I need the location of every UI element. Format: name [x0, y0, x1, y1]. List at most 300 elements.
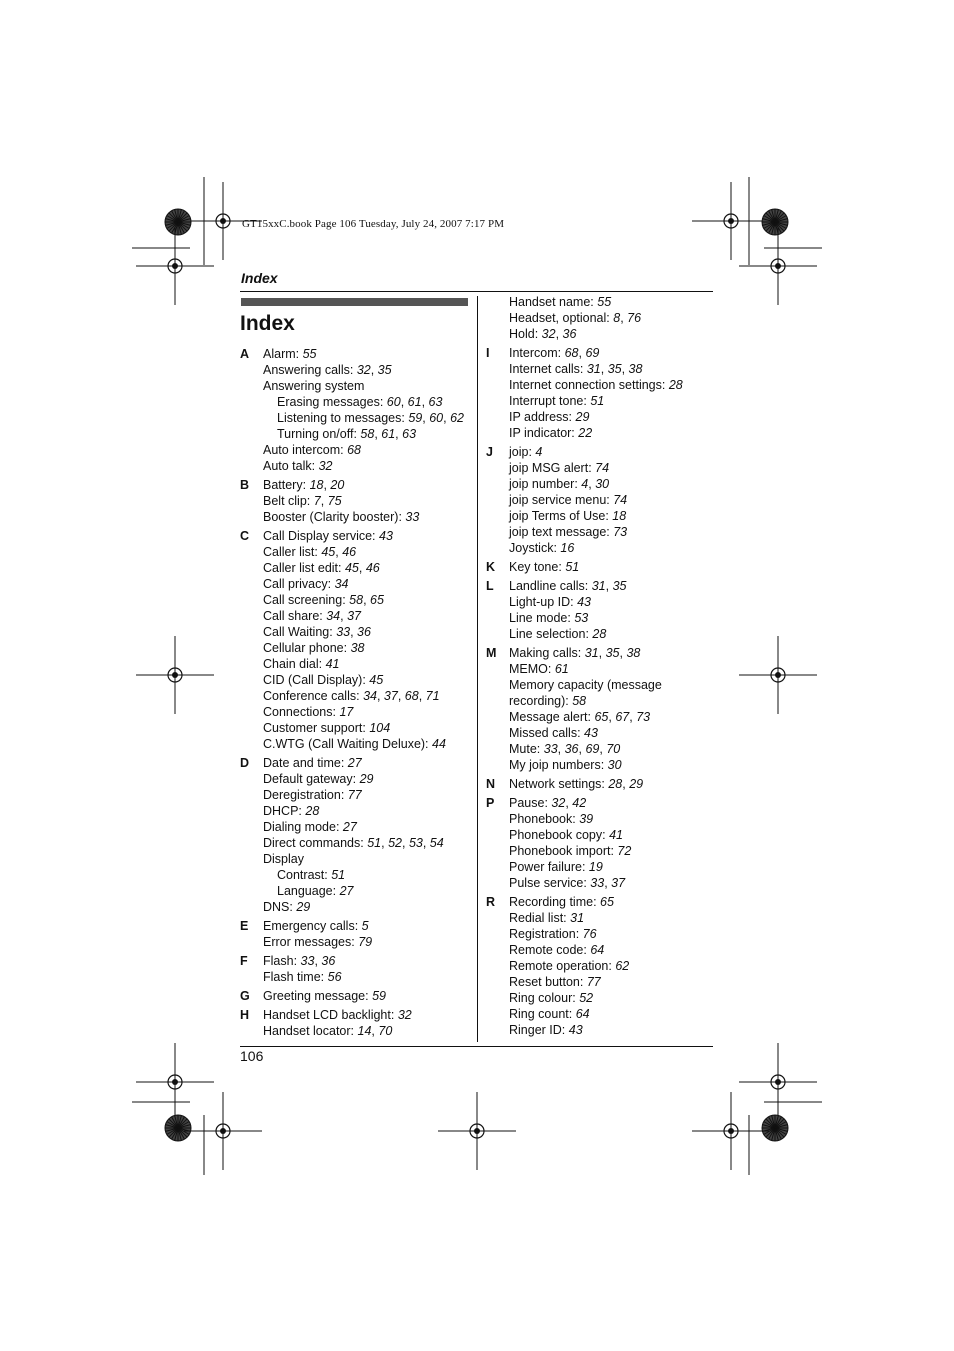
page-reference[interactable]: 64: [590, 943, 605, 957]
index-entry: [240, 867, 475, 883]
page-reference[interactable]: 61: [381, 427, 396, 441]
index-entry: [486, 559, 712, 575]
index-entry: [240, 934, 475, 950]
index-entry: [486, 827, 712, 843]
index-entry: Call screening: 58, 65: [263, 593, 384, 607]
column-divider: [477, 296, 478, 1042]
page-reference[interactable]: 38: [628, 362, 643, 376]
index-entry-term: Redial list:: [509, 911, 567, 925]
index-entry-term: Missed calls:: [509, 726, 581, 740]
page-reference[interactable]: 76: [582, 927, 597, 941]
index-entry: [486, 294, 712, 310]
index-entry-term: joip text message:: [509, 525, 610, 539]
page-reference[interactable]: 28: [668, 378, 683, 392]
index-entry: [486, 843, 712, 859]
page-reference[interactable]: 79: [358, 935, 373, 949]
index-entry-term: Listening to messages:: [277, 411, 405, 425]
index-entry-term: Making calls:: [509, 646, 582, 660]
index-entry-term: CID (Call Display):: [263, 673, 366, 687]
page-reference[interactable]: 33: [300, 954, 315, 968]
index-entry-term: Error messages:: [263, 935, 355, 949]
index-letter: I: [486, 346, 490, 360]
index-entry-term: Pulse service:: [509, 876, 587, 890]
page-reference[interactable]: 63: [428, 395, 443, 409]
index-entry-term: Answering system: [263, 379, 365, 393]
index-letter: A: [240, 347, 250, 361]
page-reference[interactable]: 36: [357, 625, 371, 639]
page-reference[interactable]: 32: [541, 327, 556, 341]
page-reference[interactable]: 4: [581, 477, 589, 491]
page-reference[interactable]: 29: [575, 410, 590, 424]
index-entry: [486, 393, 712, 409]
page-reference[interactable]: 33: [543, 742, 558, 756]
page-reference[interactable]: 51: [590, 394, 605, 408]
page-reference[interactable]: 63: [402, 427, 417, 441]
index-entry-term: joip MSG alert:: [509, 461, 592, 475]
page-reference[interactable]: 69: [585, 742, 600, 756]
page-reference[interactable]: 70: [378, 1024, 393, 1038]
index-entry-term: Key tone:: [509, 560, 562, 574]
index-entry: [486, 492, 712, 508]
index-entry-term: Internet connection settings:: [509, 378, 666, 392]
index-entry: [240, 787, 475, 803]
index-left-column: [240, 346, 475, 1042]
index-entry-term: Display: [263, 852, 304, 866]
index-entry: [240, 640, 475, 656]
index-entry: Belt clip: 7, 75: [263, 494, 342, 508]
page-reference[interactable]: 22: [578, 426, 593, 440]
page-reference[interactable]: 76: [627, 311, 642, 325]
index-letter: D: [240, 756, 250, 770]
index-letter: G: [240, 989, 250, 1003]
index-entry-term: Light-up ID:: [509, 595, 574, 609]
page-reference[interactable]: 35: [612, 579, 627, 593]
page-reference[interactable]: 28: [305, 804, 320, 818]
page-reference[interactable]: 45: [321, 545, 336, 559]
page-reference[interactable]: 69: [585, 346, 600, 360]
index-entry: Pulse service: 33, 37: [509, 876, 626, 890]
index-entry-term: Flash time:: [263, 970, 325, 984]
index-entry: [486, 524, 712, 540]
page-reference[interactable]: 29: [629, 777, 644, 791]
index-entry-term: Remote operation:: [509, 959, 612, 973]
index-entry-term: Emergency calls:: [263, 919, 359, 933]
page-reference[interactable]: 38: [350, 641, 365, 655]
page-reference[interactable]: 35: [607, 362, 622, 376]
index-entry: Flash: 33, 36: [263, 954, 336, 968]
page-reference[interactable]: 27: [339, 884, 354, 898]
page-reference[interactable]: 31: [591, 579, 606, 593]
index-entry-term: IP address:: [509, 410, 573, 424]
page-reference[interactable]: 37: [347, 609, 361, 623]
index-letter: H: [240, 1008, 250, 1022]
index-entry-term: Memory capacity (message: [509, 678, 662, 692]
page-reference[interactable]: 68: [564, 346, 579, 360]
index-entry: [240, 704, 475, 720]
page-reference[interactable]: 52: [579, 991, 594, 1005]
index-entry: Battery: 18, 20: [263, 478, 345, 492]
page-reference[interactable]: 34: [334, 577, 349, 591]
index-entry-term: Caller list edit:: [263, 561, 342, 575]
index-entry: [486, 1006, 712, 1022]
index-entry: Handset locator: 14, 70: [263, 1024, 393, 1038]
index-entry: [486, 757, 712, 773]
page-reference[interactable]: 61: [554, 662, 569, 676]
index-entry-term: Answering calls:: [263, 363, 354, 377]
page-reference[interactable]: 74: [595, 461, 610, 475]
page-reference[interactable]: 32: [551, 796, 566, 810]
index-entry: Call Waiting: 33, 36: [263, 625, 371, 639]
index-entry: [240, 458, 475, 474]
page-reference[interactable]: 38: [626, 646, 641, 660]
index-entry: [240, 851, 475, 867]
page-reference[interactable]: 34: [363, 689, 377, 703]
page-reference[interactable]: 73: [636, 710, 651, 724]
page-reference[interactable]: 43: [577, 595, 592, 609]
index-entry: [486, 540, 712, 556]
index-entry-term: Erasing messages:: [277, 395, 384, 409]
header-rule: [240, 291, 713, 292]
index-entry: [240, 509, 475, 525]
page-reference[interactable]: 37: [383, 689, 398, 703]
index-group: [486, 559, 712, 575]
index-entry: [486, 1022, 712, 1038]
index-entry: [240, 988, 475, 1004]
page-reference[interactable]: 31: [570, 911, 585, 925]
page-reference[interactable]: 32: [356, 363, 371, 377]
index-entry-term: Headset, optional:: [509, 311, 610, 325]
index-entry: [486, 811, 712, 827]
page-reference[interactable]: 41: [325, 657, 340, 671]
index-entry: [486, 894, 712, 910]
index-entry-term: Call Waiting:: [263, 625, 333, 639]
index-entry: [486, 859, 712, 875]
index-entry: [486, 693, 712, 709]
index-entry: [486, 677, 712, 693]
index-entry-term: Chain dial:: [263, 657, 323, 671]
index-group: [240, 528, 475, 752]
index-entry: [240, 883, 475, 899]
page-reference[interactable]: 42: [572, 796, 587, 810]
index-entry: [240, 720, 475, 736]
index-entry: [486, 444, 712, 460]
index-entry: [240, 771, 475, 787]
page-reference[interactable]: 32: [397, 1008, 412, 1022]
index-entry: [486, 725, 712, 741]
index-entry: [486, 974, 712, 990]
page-reference[interactable]: 55: [302, 347, 317, 361]
index-entry: Network settings: 28, 29: [509, 777, 644, 791]
index-group: [240, 477, 475, 525]
index-letter: C: [240, 529, 250, 543]
page-reference[interactable]: 64: [575, 1007, 590, 1021]
index-group: [486, 578, 712, 642]
index-letter: R: [486, 895, 496, 909]
index-letter: M: [486, 646, 497, 660]
index-entry-term: Landline calls:: [509, 579, 589, 593]
title-bar: [241, 298, 468, 306]
index-entry: Caller list edit: 45, 46: [263, 561, 380, 575]
index-entry-term: Battery:: [263, 478, 307, 492]
page-reference[interactable]: 14: [357, 1024, 372, 1038]
index-entry-term: DHCP:: [263, 804, 302, 818]
page-reference[interactable]: 62: [615, 959, 630, 973]
page-reference[interactable]: 45: [369, 673, 384, 687]
page-reference[interactable]: 77: [347, 788, 362, 802]
index-group: [486, 795, 712, 891]
index-entry: [486, 661, 712, 677]
index-entry-term: Pause:: [509, 796, 548, 810]
index-entry-term: Greeting message:: [263, 989, 369, 1003]
page-reference[interactable]: 60: [429, 411, 444, 425]
page-reference[interactable]: 104: [369, 721, 391, 735]
index-entry: Hold: 32, 36: [509, 327, 577, 341]
footer-rule: [240, 1046, 713, 1047]
page-reference[interactable]: 31: [586, 362, 601, 376]
index-letter: E: [240, 919, 249, 933]
index-entry-term: Phonebook copy:: [509, 828, 606, 842]
index-entry: Turning on/off: 58, 61, 63: [277, 427, 417, 441]
page-reference[interactable]: 59: [408, 411, 423, 425]
page-reference[interactable]: 58: [349, 593, 364, 607]
index-entry-term: recording):: [509, 694, 569, 708]
index-entry-term: Direct commands:: [263, 836, 364, 850]
index-entry: [240, 803, 475, 819]
index-entry: Pause: 32, 42: [509, 796, 587, 810]
page-reference[interactable]: 62: [450, 411, 464, 425]
index-group: [486, 645, 712, 773]
page-reference[interactable]: 31: [584, 646, 599, 660]
index-entry-term: Customer support:: [263, 721, 366, 735]
index-letter: K: [486, 560, 496, 574]
index-entry: Conference calls: 34, 37, 68, 71: [263, 689, 440, 703]
index-entry-term: joip:: [509, 445, 532, 459]
index-entry-term: Turning on/off:: [277, 427, 357, 441]
index-entry-term: Booster (Clarity booster):: [263, 510, 402, 524]
page-reference[interactable]: 55: [597, 295, 612, 309]
index-entry: [240, 736, 475, 752]
page-reference[interactable]: 43: [584, 726, 598, 740]
page-reference[interactable]: 46: [342, 545, 357, 559]
index-entry-term: Default gateway:: [263, 772, 357, 786]
index-right-column: [486, 294, 712, 1041]
index-entry: [486, 425, 712, 441]
index-entry: [486, 626, 712, 642]
index-group: [486, 776, 712, 792]
index-letter: B: [240, 478, 250, 492]
page-reference[interactable]: 51: [565, 560, 580, 574]
page-reference[interactable]: 37: [611, 876, 626, 890]
index-entry-term: Line selection:: [509, 627, 589, 641]
page-reference[interactable]: 77: [586, 975, 601, 989]
page-reference[interactable]: 56: [327, 970, 342, 984]
page-reference[interactable]: 33: [336, 625, 351, 639]
page-reference[interactable]: 70: [606, 742, 621, 756]
page-reference[interactable]: 51: [367, 836, 382, 850]
page-reference[interactable]: 28: [608, 777, 623, 791]
page-reference[interactable]: 27: [342, 820, 357, 834]
index-entry-term: joip Terms of Use:: [509, 509, 609, 523]
page-reference[interactable]: 65: [600, 895, 614, 909]
index-entry: [240, 672, 475, 688]
index-entry-term: Handset LCD backlight:: [263, 1008, 395, 1022]
index-entry-term: Contrast:: [277, 868, 328, 882]
index-group: [486, 894, 712, 1038]
page-reference[interactable]: 68: [404, 689, 419, 703]
index-entry: [486, 460, 712, 476]
page-reference[interactable]: 18: [309, 478, 324, 492]
page-reference[interactable]: 46: [365, 561, 380, 575]
page-reference[interactable]: 33: [405, 510, 420, 524]
page-reference[interactable]: 52: [388, 836, 402, 850]
index-entry-term: Hold:: [509, 327, 539, 341]
index-entry-term: joip number:: [509, 477, 578, 491]
page-reference[interactable]: 33: [590, 876, 605, 890]
index-entry: [486, 910, 712, 926]
index-entry-term: Call Display service:: [263, 529, 376, 543]
index-entry: [486, 377, 712, 393]
index-entry-term: Caller list:: [263, 545, 318, 559]
page-reference[interactable]: 74: [613, 493, 628, 507]
index-entry: Message alert: 65, 67, 73: [509, 710, 651, 724]
index-entry: [240, 346, 475, 362]
page-reference[interactable]: 58: [572, 694, 587, 708]
page-reference[interactable]: 51: [331, 868, 346, 882]
index-entry: joip number: 4, 30: [509, 477, 610, 491]
page-reference[interactable]: 53: [408, 836, 423, 850]
index-entry-term: Line mode:: [509, 611, 571, 625]
page-reference[interactable]: 28: [592, 627, 607, 641]
page-reference[interactable]: 43: [568, 1023, 583, 1037]
index-entry: [240, 656, 475, 672]
page-reference[interactable]: 18: [612, 509, 627, 523]
index-entry-term: Interrupt tone:: [509, 394, 587, 408]
index-entry-term: Internet calls:: [509, 362, 584, 376]
page-reference[interactable]: 67: [615, 710, 630, 724]
index-entry: Answering calls: 32, 35: [263, 363, 392, 377]
page-reference[interactable]: 34: [326, 609, 341, 623]
page-reference[interactable]: 20: [330, 478, 345, 492]
index-entry-term: Auto intercom:: [263, 443, 344, 457]
index-entry: [240, 378, 475, 394]
page-reference[interactable]: 16: [560, 541, 575, 555]
page-reference[interactable]: 36: [562, 327, 577, 341]
page-reference[interactable]: 75: [327, 494, 342, 508]
index-entry-term: IP indicator:: [509, 426, 575, 440]
page-reference[interactable]: 32: [318, 459, 333, 473]
index-entry-term: Power failure:: [509, 860, 586, 874]
page-reference[interactable]: 30: [607, 758, 622, 772]
index-entry-term: Deregistration:: [263, 788, 345, 802]
page-reference[interactable]: 35: [605, 646, 620, 660]
index-entry: Call share: 34, 37: [263, 609, 361, 623]
page-reference[interactable]: 59: [372, 989, 386, 1003]
page-reference[interactable]: 27: [347, 756, 362, 770]
page-reference[interactable]: 72: [617, 844, 632, 858]
index-letter: N: [486, 777, 496, 791]
page-reference[interactable]: 61: [407, 395, 422, 409]
page-reference[interactable]: 17: [339, 705, 354, 719]
index-entry-term: Phonebook:: [509, 812, 576, 826]
book-file-info: GT15xxC.book Page 106 Tuesday, July 24, 2007 7:17 PM: [242, 218, 505, 230]
page-reference[interactable]: 39: [579, 812, 594, 826]
index-entry-term: Message alert:: [509, 710, 591, 724]
page-reference[interactable]: 58: [360, 427, 375, 441]
page-reference[interactable]: 43: [379, 529, 393, 543]
index-group: [240, 953, 475, 985]
index-group: [240, 755, 475, 915]
index-entry-term: Call privacy:: [263, 577, 332, 591]
index-entry-term: Handset locator:: [263, 1024, 355, 1038]
index-entry: [486, 508, 712, 524]
page-reference[interactable]: 68: [347, 443, 361, 457]
page-title: Index: [240, 312, 295, 335]
index-entry-term: Call screening:: [263, 593, 346, 607]
index-entry-term: Ringer ID:: [509, 1023, 566, 1037]
index-entry: [240, 755, 475, 771]
page-reference[interactable]: 8: [613, 311, 621, 325]
page-reference[interactable]: 36: [321, 954, 336, 968]
page-reference[interactable]: 41: [609, 828, 623, 842]
page-reference[interactable]: 65: [370, 593, 384, 607]
page-reference[interactable]: 5: [361, 919, 369, 933]
page-reference[interactable]: 44: [432, 737, 446, 751]
page-reference[interactable]: 36: [564, 742, 579, 756]
index-group: [486, 294, 712, 342]
index-entry: [486, 958, 712, 974]
page-reference[interactable]: 45: [344, 561, 359, 575]
index-entry-term: Cellular phone:: [263, 641, 348, 655]
index-entry-term: Recording time:: [509, 895, 597, 909]
index-entry-term: C.WTG (Call Waiting Deluxe):: [263, 737, 429, 751]
page-reference[interactable]: 53: [574, 611, 589, 625]
index-entry-term: Joystick:: [509, 541, 557, 555]
page-reference[interactable]: 73: [613, 525, 628, 539]
page-reference[interactable]: 29: [296, 900, 311, 914]
index-entry: [240, 969, 475, 985]
index-entry-term: Auto talk:: [263, 459, 316, 473]
index-entry-term: My joip numbers:: [509, 758, 605, 772]
index-entry: [486, 610, 712, 626]
index-entry-term: Connections:: [263, 705, 336, 719]
index-group: [486, 345, 712, 441]
index-entry-term: Mute:: [509, 742, 541, 756]
index-entry: Landline calls: 31, 35: [509, 579, 627, 593]
page-number: 106: [240, 1048, 264, 1064]
index-letter: P: [486, 796, 495, 810]
page-reference[interactable]: 19: [588, 860, 603, 874]
page-reference[interactable]: 30: [595, 477, 610, 491]
index-entry-term: Flash:: [263, 954, 298, 968]
index-entry-term: Date and time:: [263, 756, 345, 770]
page-reference[interactable]: 35: [377, 363, 392, 377]
page-reference[interactable]: 60: [386, 395, 401, 409]
index-entry-term: Ring colour:: [509, 991, 576, 1005]
page-reference[interactable]: 4: [535, 445, 543, 459]
index-entry-term: Call share:: [263, 609, 323, 623]
page-reference[interactable]: 54: [429, 836, 444, 850]
page-reference[interactable]: 29: [359, 772, 374, 786]
index-entry: [240, 576, 475, 592]
index-entry: [240, 1007, 475, 1023]
page-reference[interactable]: 71: [425, 689, 440, 703]
index-entry: [240, 918, 475, 934]
index-group: [486, 444, 712, 556]
index-letter: F: [240, 954, 248, 968]
page-reference[interactable]: 65: [594, 710, 609, 724]
index-entry: [240, 899, 475, 915]
page-reference[interactable]: 7: [313, 494, 321, 508]
